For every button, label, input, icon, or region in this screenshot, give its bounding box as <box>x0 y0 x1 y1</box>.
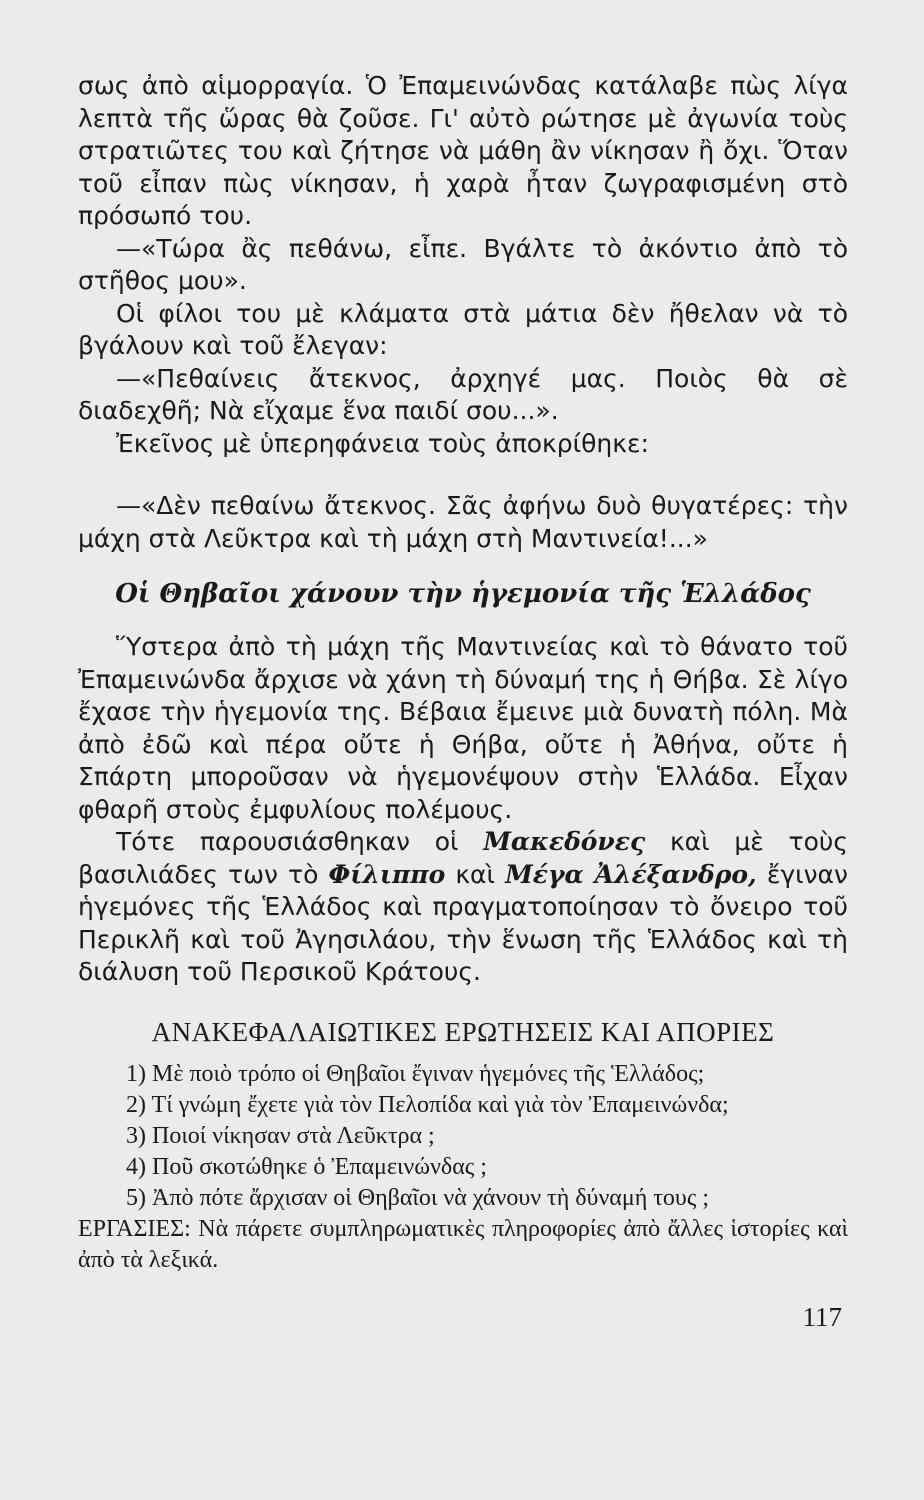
section-heading: Οἱ Θηβαῖοι χάνουν τὴν ἡγεμονία τῆς Ἑλλάδος <box>115 579 811 609</box>
text-segment: καὶ <box>455 859 496 889</box>
page-content <box>78 70 848 1276</box>
paragraph-friends: Οἱ φίλοι του μὲ κλάματα στὰ μάτια δὲν ἤθελαν νὰ τὸ βγάλουν καὶ τοῦ ἔλεγαν: <box>78 298 848 360</box>
paragraph-reply: Ἐκεῖνος μὲ ὑπερηφάνεια τοὺς ἀποκρίθηκε: <box>116 428 649 458</box>
summary-questions-title: ΑΝΑΚΕΦΑΛΑΙΩΤΙΚΕΣ ΕΡΩΤΗΣΕΙΣ ΚΑΙ ΑΠΟΡΙΕΣ <box>151 1016 775 1047</box>
paragraph-macedonians <box>78 826 848 989</box>
dialog-line-two-daughters: —«Δὲν πεθαίνω ἄτεκνος. Σᾶς ἀφήνω δυὸ θυγατέρες: τὴν μάχη στὰ Λεῦκτρα καὶ τὴ μάχη στὴ Μαντινεία!...» <box>78 491 848 553</box>
text-segment: καὶ μὲ τοὺς βασιλιάδες των τὸ <box>78 827 849 889</box>
question-item: 1) Μὲ ποιὸ τρόπο οἱ Θηβαῖοι ἔγιναν ἡγεμόνες τῆς Ἑλλάδος; <box>126 1060 705 1087</box>
emphasis-alexander: Μέγα Ἀλέξανδρο, <box>505 859 757 889</box>
question-item: 5) Ἀπὸ πότε ἄρχισαν οἱ Θηβαῖοι νὰ χάνουν τὴ δύναμή τους ; <box>126 1184 709 1211</box>
text-segment: ἔγιναν ἡγεμόνες τῆς Ἑλλάδος καὶ πραγματοποίησαν τὸ ὄνειρο τοῦ Περικλῆ καὶ τοῦ Ἀγησιλάου, τὴν ἕνωση τῆς Ἑλλάδος καὶ τὴ διάλυση τοῦ Περσικοῦ Κράτους. <box>78 859 848 986</box>
emphasis-philip: Φίλιππο <box>328 859 446 889</box>
emphasis-macedonians: Μακεδόνες <box>483 827 646 856</box>
page-number: 117 <box>802 1302 842 1332</box>
text-segment: Τότε παρουσιάσθηκαν οἱ <box>116 827 459 856</box>
exercise-text: ΕΡΓΑΣΙΕΣ: Νὰ πάρετε συμπληρωματικὲς πληροφορίες ἀπὸ ἄλλες ἱστορίες καὶ ἀπὸ τὰ λεξικά. <box>78 1215 848 1273</box>
question-item: 2) Τί γνώμη ἔχετε γιὰ τὸν Πελοπίδα καὶ γιὰ τὸν Ἐπαμεινώνδα; <box>126 1091 729 1118</box>
dialog-line-remove-spear: —«Τώρα ἂς πεθάνω, εἶπε. Βγάλτε τὸ ἀκόντιο ἀπὸ τὸ στῆθος μου». <box>78 233 848 295</box>
dialog-line-childless: —«Πεθαίνεις ἄτεκνος, ἀρχηγέ μας. Ποιὸς θὰ σὲ διαδεχθῆ; Νὰ εἴχαμε ἕνα παιδί σου...». <box>78 363 848 425</box>
paragraph-thebes-decline: Ὕστερα ἀπὸ τὴ μάχη τῆς Μαντινείας καὶ τὸ θάνατο τοῦ Ἐπαμεινώνδα ἄρχισε νὰ χάνη τὴ δύναμή της ἡ Θήβα. Σὲ λίγο ἔχασε τὴν ἡγεμονία της. Βέβαια ἔμεινε μιὰ δυνατὴ πόλη. Μὰ ἀπὸ ἐδῶ καὶ πέρα οὔτε ἡ Θήβα, οὔτε ἡ Ἀθήνα, οὔτε ἡ Σπάρτη μποροῦσαν νὰ ἡγεμονέψουν στὴν Ἑλλάδα. Εἶχαν φθαρῆ στοὺς ἐμφυλίους πολέμους. <box>78 632 848 824</box>
question-item: 3) Ποιοί νίκησαν στὰ Λεῦκτρα ; <box>126 1122 435 1149</box>
paragraph-opening: σως ἀπὸ αἱμορραγία. Ὁ Ἐπαμεινώνδας κατάλαβε πὼς λίγα λεπτὰ τῆς ὥρας θὰ ζοῦσε. Γι' αὐτὸ ρώτησε μὲ ἀγωνία τοὺς στρατιῶτες του καὶ ζήτησε νὰ μάθη ἂν νίκησαν ἢ ὄχι. Ὅταν τοῦ εἶπαν πὼς νίκησαν, ἡ χαρὰ ἦταν ζωγραφισμένη στὸ πρόσωπό του. <box>78 71 848 230</box>
questions-list <box>78 1059 848 1214</box>
question-item: 4) Ποῦ σκοτώθηκε ὁ Ἐπαμεινώνδας ; <box>126 1153 487 1180</box>
